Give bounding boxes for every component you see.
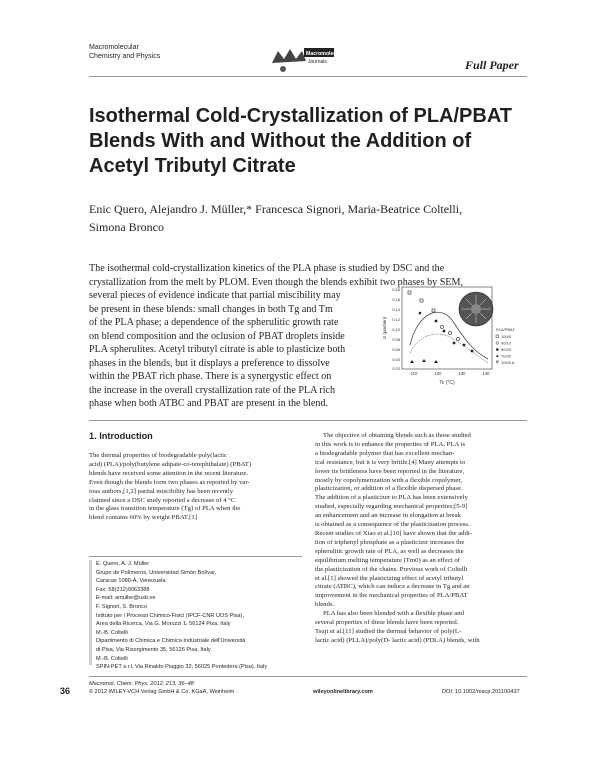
affiliation-line: Area della Ricerca, Via G. Moruzzi 1, 56124 Pisa, Italy bbox=[96, 621, 231, 628]
affiliation-line: E. Quero, A. J. Müller bbox=[96, 561, 150, 567]
abstract-line: phases in the blends, but it displays a preference to dissolve bbox=[89, 357, 330, 369]
y-tick: 0.06 bbox=[392, 347, 400, 352]
legend-item: 70/30 bbox=[501, 353, 512, 359]
abstract-line: several pieces of evidence indicate that partial miscibility may bbox=[89, 290, 341, 301]
header-divider bbox=[89, 76, 527, 77]
body-line: claimed since a DSC study reported a decrease of 4 °C bbox=[89, 496, 236, 504]
data-point bbox=[434, 360, 438, 363]
affiliation-line: M.-B. Coltelli bbox=[96, 655, 128, 662]
legend-item: 100/0 bbox=[501, 334, 512, 339]
footer-divider bbox=[89, 676, 527, 677]
abstract-wrapped bbox=[89, 289, 377, 411]
x-axis-label: Tc (°C) bbox=[439, 380, 455, 386]
doi-line[interactable]: DOI: 10.1002/macp.201100437 bbox=[442, 689, 520, 695]
data-point bbox=[419, 312, 422, 315]
abstract-line: crystallization from the melt by PLOM. Even though the blends exhibit two phases by SEM, bbox=[89, 276, 463, 288]
legend-title: PLA/PBAT bbox=[496, 327, 515, 332]
section-heading-introduction: 1. Introduction bbox=[89, 431, 153, 441]
body-line: et al.[1] showed the plasticizing effect of acetyl tributyl bbox=[315, 574, 464, 582]
data-point bbox=[432, 309, 435, 312]
body-line: ical resistance, but it is very brittle.[4] Many attempts to bbox=[315, 458, 466, 466]
journal-name-line2: Chemistry and Physics bbox=[89, 53, 161, 60]
abstract-line: the increase in the overall crystallization rate of the PLA rich bbox=[89, 384, 336, 396]
y-tick: 0.02 bbox=[392, 366, 400, 371]
abstract-line: on blend composition and the oclusion of PBAT droplets inside bbox=[89, 330, 345, 342]
logo-text-2: Journals bbox=[308, 59, 327, 65]
data-point bbox=[435, 320, 438, 323]
logo-text-1: Macromolecular bbox=[306, 51, 346, 57]
title-line-1: Isothermal Cold-Crystallization of PLA/PBAT bbox=[89, 105, 512, 127]
journal-logo bbox=[268, 45, 346, 75]
body-line: is obtained as a consequence of the plasticization process. bbox=[315, 521, 470, 529]
data-point bbox=[422, 359, 426, 362]
abstract-line: The isothermal cold-crystallization kinetics of the PLA phase is studied by DSC and the bbox=[89, 263, 445, 274]
data-point bbox=[463, 344, 466, 347]
body-line: blends have received some attention in the recent literature. bbox=[89, 469, 249, 477]
affiliation-line: Istituto per i Processi Chimico-Fisici (IPCF-CNR UOS Pisa), bbox=[96, 612, 244, 619]
affiliation-sidebar bbox=[89, 560, 92, 665]
affiliation-line: Grupo de Polímeros, Universidad Simón Bolívar, bbox=[96, 569, 217, 576]
body-line: The thermal properties of biodegradable poly(lactic bbox=[89, 452, 227, 459]
body-line: in the glass transition temperature (Tg) of PLA when the bbox=[89, 505, 241, 513]
body-line: citrate (ATBC), which can induce a decrease in Tg and an bbox=[315, 583, 470, 591]
y-axis-label: G (µm/min) bbox=[382, 316, 387, 340]
y-tick: 0.10 bbox=[392, 327, 400, 332]
body-line: lactic acid) (PLLA)/poly(D- lactic acid) (PDLA) blends, with bbox=[315, 636, 480, 644]
article-title bbox=[89, 104, 529, 179]
abstract-line: be present in these blends: small changes in both Tg and Tm bbox=[89, 303, 333, 315]
body-line: PLA has also been blended with a flexible phase and bbox=[323, 610, 464, 618]
x-tick: 130 bbox=[458, 371, 466, 376]
affiliation-line: Dipartimento di Chimica e Chimica Industriale dell'Università bbox=[96, 638, 246, 645]
body-line: spherulitic growth rate of PLA, as well as decreases the bbox=[315, 547, 464, 555]
body-line: Recent studies of Xiao et al.[10] have shown that the addi- bbox=[315, 529, 472, 537]
y-tick: 0.18 bbox=[392, 287, 400, 292]
body-line: studied, especially regarding mechanical properties;[5-9] bbox=[315, 503, 468, 511]
body-line: a biodegradable polymer that has excellent mechan- bbox=[315, 449, 455, 457]
body-line: The objective of obtaining blends such as those studied bbox=[323, 432, 471, 439]
journal-name-line1: Macromolecular bbox=[89, 44, 139, 51]
y-tick: 0.08 bbox=[392, 337, 400, 342]
affiliation-line: M.-B. Coltelli bbox=[96, 629, 128, 636]
affiliation-line: Fax: 58(212)9063388 bbox=[96, 586, 150, 593]
legend-item: 90/10 bbox=[501, 340, 512, 346]
data-point bbox=[471, 350, 474, 353]
y-tick: 0.14 bbox=[392, 307, 400, 312]
y-tick: 0.12 bbox=[392, 317, 400, 322]
body-line: lower its brittleness have been reported in the literature, bbox=[315, 467, 465, 475]
data-point bbox=[440, 325, 443, 328]
abstract-line: of the PLA phase; a dependence of the spherulitic growth rate bbox=[89, 317, 339, 328]
body-line: Even though the blends form two phases as reported by var- bbox=[89, 478, 250, 486]
x-tick: 140 bbox=[482, 371, 490, 376]
body-column-right bbox=[315, 432, 528, 646]
author-list bbox=[89, 200, 529, 236]
abstract-line: within the PBAT rich phase. There is a synergystic effect on bbox=[89, 371, 332, 382]
abstract-line: phase when both ATBC and PBAT are present in the blend. bbox=[89, 398, 328, 409]
x-tick: 120 bbox=[434, 371, 442, 376]
legend-item: 100/0 A bbox=[501, 360, 515, 365]
body-line: ious authors,[1,2] partial miscibility has been recently bbox=[89, 487, 234, 495]
data-point bbox=[456, 337, 459, 340]
data-point bbox=[453, 342, 456, 345]
body-line: The addition of a plasticizer to PLA has been extensively bbox=[315, 494, 468, 502]
affiliation-line: SPIN-PET s.r.l, Via Rinaldo Piaggio 32, 56025 Pontedera (Pisa), Italy bbox=[96, 664, 268, 671]
affiliations bbox=[96, 560, 302, 672]
abstract-line: PLA spherulites. Acetyl tributyl citrate is able to plasticize both bbox=[89, 344, 346, 355]
y-tick: 0.16 bbox=[392, 297, 400, 302]
body-line: mostly by copolymerization with a flexible copolymer, bbox=[315, 476, 463, 484]
affiliation-line: di Pisa, Via Risorgimento 35, 56126 Pisa, Italy bbox=[96, 646, 211, 653]
body-column-left bbox=[89, 452, 302, 523]
authors-line-2: Simona Bronco bbox=[89, 220, 164, 234]
affiliation-line: Caracas 1080-A, Venezuela bbox=[96, 578, 166, 585]
journal-name bbox=[89, 43, 160, 61]
body-line: an enhancement and an increase in elongation at break bbox=[315, 512, 461, 520]
citation-line: Macromol. Chem. Phys. 2012, 213, 36–48 bbox=[89, 681, 194, 687]
legend-item: 80/20 bbox=[501, 347, 512, 352]
data-point bbox=[408, 291, 411, 294]
authors-line-1: Enic Quero, Alejandro J. Müller,* Francesca Signori, Maria-Beatrice Coltelli, bbox=[89, 202, 463, 216]
section-label: Full Paper bbox=[465, 58, 519, 72]
title-line-3: Acetyl Tributyl Citrate bbox=[89, 155, 296, 177]
body-line: blend contains 60% by weight PBAT.[1] bbox=[89, 514, 197, 522]
body-line: plasticization, or addition of a flexible dispersed phase. bbox=[315, 485, 463, 493]
data-point bbox=[448, 331, 451, 334]
affiliation-line: F. Signori, S. Bronco bbox=[96, 603, 147, 610]
x-tick: 110 bbox=[410, 371, 418, 376]
data-point bbox=[410, 360, 414, 363]
body-line: improvement in the mechanical properties of PLA/PBAT bbox=[315, 592, 468, 600]
copyright-line: © 2012 WILEY-VCH Verlag GmbH & Co. KGaA, Weinheim bbox=[89, 689, 235, 695]
y-tick: 0.04 bbox=[392, 357, 400, 362]
title-line-2: Blends With and Without the Addition of bbox=[89, 130, 472, 152]
abstract-divider bbox=[89, 420, 527, 421]
data-point bbox=[420, 299, 423, 302]
body-line: blends. bbox=[315, 601, 335, 609]
body-line: several properties of these blends have been reported. bbox=[315, 619, 459, 627]
body-line: Tsuji et al.[11] studied the thermal behavior of poly(L- bbox=[315, 627, 462, 635]
affiliation-email[interactable]: E-mail: amuller@usb.ve bbox=[96, 595, 156, 602]
body-line: equilibrium melting temperature (Tm0) as an effect of bbox=[315, 556, 460, 564]
publisher-site-link[interactable]: wileyonlinelibrary.com bbox=[313, 689, 373, 695]
body-line: the plasticization of the chains. Previous work of Coltelli bbox=[315, 565, 468, 573]
page-number: 36 bbox=[60, 686, 71, 696]
affiliation-divider bbox=[89, 556, 302, 557]
data-point bbox=[443, 330, 446, 333]
graphical-abstract-figure bbox=[380, 283, 530, 388]
body-line: acid) (PLA)/poly(butylene adipate-co-terephthalate) (PBAT) bbox=[89, 460, 252, 468]
body-line: in this work is to enhance the properties of PLA. PLA is bbox=[315, 440, 466, 448]
body-line: tion of triphenyl phosphate as a plasticizer increases the bbox=[315, 538, 465, 546]
